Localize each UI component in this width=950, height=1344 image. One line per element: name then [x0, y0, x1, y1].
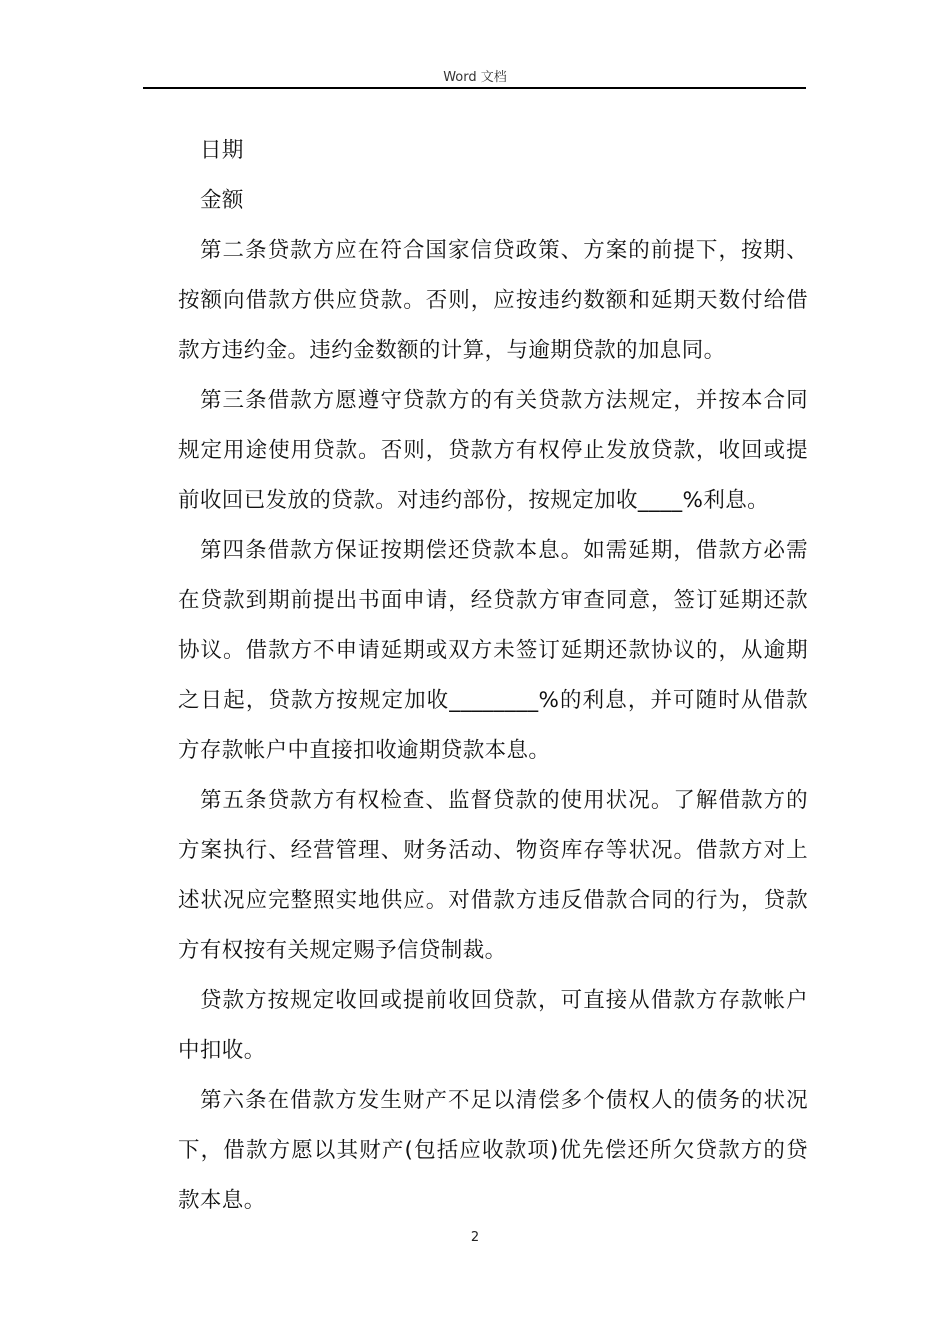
- page-header: Word 文档: [443, 70, 507, 85]
- paragraph-article-3: 第三条借款方愿遵守贷款方的有关贷款方法规定，并按本合同规定用途使用贷款。否则，贷款方有权停止发放贷款，收回或提前收回已发放的贷款。对违约部份，按规定加收____%利息。: [178, 388, 808, 513]
- paragraph-article-2: 第二条贷款方应在符合国家信贷政策、方案的前提下，按期、按额向借款方供应贷款。否则，应按违约数额和延期天数付给借款方违约金。违约金数额的计算，与逾期贷款的加息同。: [178, 238, 808, 363]
- paragraph-date-label: 日期: [200, 138, 244, 163]
- paragraph-article-4: 第四条借款方保证按期偿还贷款本息。如需延期，借款方必需在贷款到期前提出书面申请，经贷款方审查同意，签订延期还款协议。借款方不申请延期或双方未签订延期还款协议的，从逾期之日起，贷款方按规定加收________%的利息，并可随时从借款方存款帐户中直接扣收逾期贷款本息。: [178, 538, 808, 763]
- document-body: [178, 126, 808, 1226]
- paragraph-amount-label: 金额: [200, 188, 244, 213]
- paragraph-article-5-supplement: 贷款方按规定收回或提前收回贷款，可直接从借款方存款帐户中扣收。: [178, 988, 808, 1063]
- header-divider: [143, 87, 806, 89]
- paragraph-article-6: 第六条在借款方发生财产不足以清偿多个债权人的债务的状况下，借款方愿以其财产(包括应收款项)优先偿还所欠贷款方的贷款本息。: [178, 1088, 808, 1213]
- paragraph-article-5: 第五条贷款方有权检查、监督贷款的使用状况。了解借款方的方案执行、经营管理、财务活动、物资库存等状况。借款方对上述状况应完整照实地供应。对借款方违反借款合同的行为，贷款方有权按有关规定赐予信贷制裁。: [178, 788, 808, 963]
- page-number: 2: [470, 1230, 480, 1245]
